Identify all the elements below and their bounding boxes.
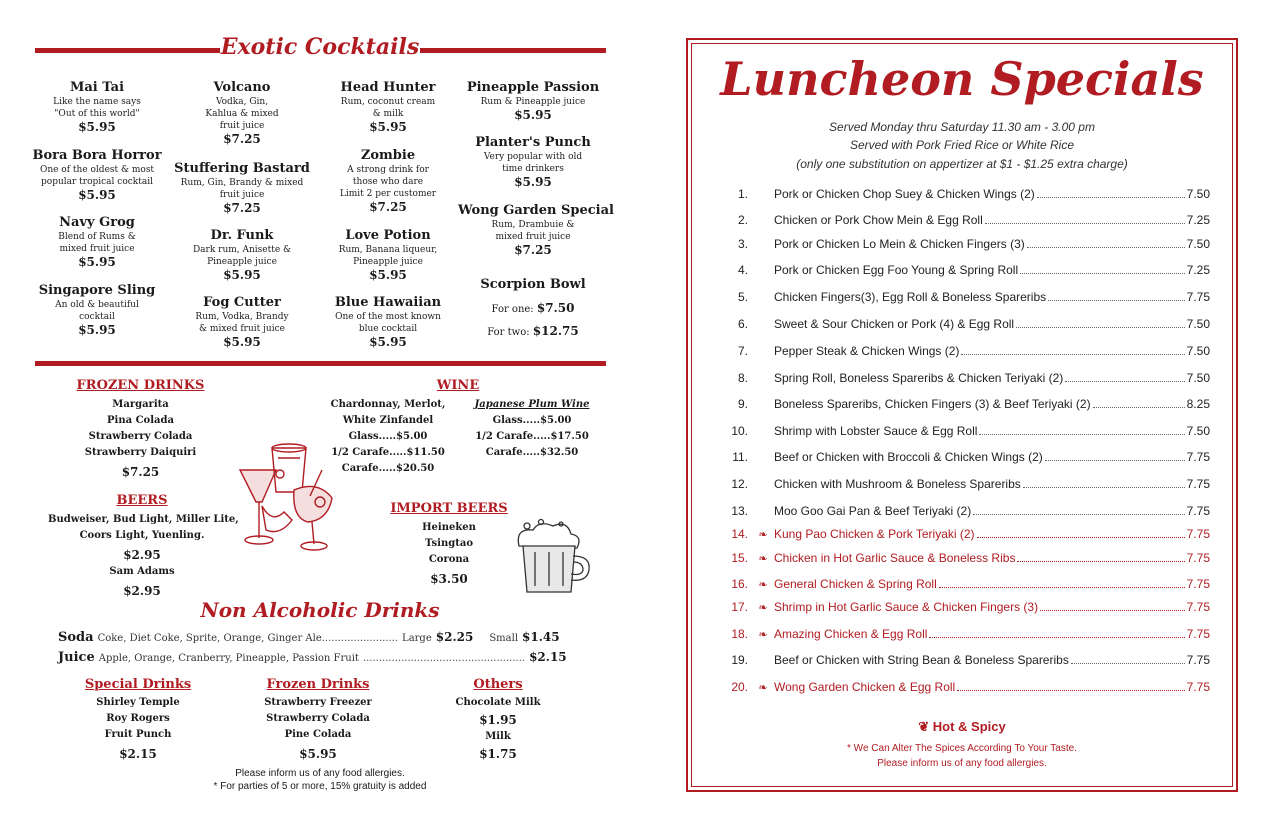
special-price: 7.50 — [1186, 424, 1210, 438]
cocktail-name: Dr. Funk — [210, 228, 274, 243]
cocktail-item — [22, 215, 172, 270]
cocktail-price: $5.95 — [514, 108, 552, 122]
top-rule-right — [420, 48, 606, 53]
leader-dots — [1020, 273, 1184, 274]
special-name: Beef or Chicken with Broccoli & Chicken Wings (2) — [774, 450, 1043, 464]
wine-title: WINE — [436, 378, 480, 393]
special-price: 7.50 — [1186, 187, 1210, 201]
special-name: Chicken with Mushroom & Boneless Spareribs — [774, 477, 1021, 491]
cocktail-item — [313, 148, 463, 215]
special-row — [720, 627, 1210, 643]
special-price: 7.75 — [1186, 477, 1210, 491]
leader-dots — [979, 434, 1184, 435]
special-number: 8. — [737, 371, 748, 385]
leader-dots — [1040, 610, 1185, 611]
special-number: 6. — [737, 317, 748, 331]
leader-dots — [1017, 561, 1184, 562]
frozen-price: $7.25 — [121, 465, 160, 479]
list-item: Chardonnay, Merlot, — [330, 399, 446, 410]
cocktail-description: those who dare — [352, 177, 424, 187]
special-name: Shrimp in Hot Garlic Sauce & Chicken Fingers (3) — [774, 600, 1039, 614]
cocktail-description: One of the most known — [335, 312, 441, 322]
scorpion-bowl — [458, 277, 608, 339]
special-price: 7.75 — [1186, 450, 1210, 464]
special-price: 7.75 — [1186, 504, 1210, 518]
leader-dots — [1037, 197, 1185, 198]
hot-spicy-icon: ❦ — [918, 719, 930, 734]
special-name: Boneless Spareribs, Chicken Fingers (3) & Beef Teriyaki (2) — [774, 397, 1091, 411]
leader-dots — [985, 223, 1185, 224]
cocktail-description: Dark rum, Anisette & — [192, 245, 292, 255]
left-allergy-note — [160, 767, 480, 793]
cocktail-price: $5.95 — [369, 268, 407, 282]
luncheon-frame-inner — [691, 43, 1233, 787]
frozen-drinks2-price: $5.95 — [299, 747, 337, 761]
hot-spicy-icon: ❧ — [758, 529, 768, 541]
cocktail-description: An old & beautiful — [55, 300, 139, 310]
list-item: Tsingtao — [425, 538, 473, 549]
cocktail-name: Wong Garden Special — [458, 203, 614, 218]
special-row — [720, 290, 1210, 306]
special-price: 7.50 — [1186, 371, 1210, 385]
cocktail-description: Pineapple juice — [207, 257, 277, 267]
special-row — [720, 527, 1210, 543]
import-beers-section — [382, 500, 516, 588]
others-price: $1.75 — [479, 747, 517, 761]
cocktail-price: $5.95 — [369, 120, 407, 134]
special-number: 1. — [737, 187, 748, 201]
leader-dots — [929, 637, 1184, 638]
special-row — [720, 397, 1210, 413]
list-item: Coors Light, Yuenling. — [79, 530, 205, 541]
special-number: 5. — [737, 290, 748, 304]
beer-price: $2.95 — [123, 584, 161, 598]
special-row — [720, 187, 1210, 203]
cocktail-description: Pineapple juice — [353, 257, 423, 267]
others-price: $1.95 — [479, 713, 517, 727]
cocktail-description: Rum, Drambuie & — [491, 220, 575, 230]
special-price: 7.50 — [1186, 344, 1210, 358]
special-price: 7.75 — [1186, 551, 1210, 565]
top-rule-left — [35, 48, 220, 53]
cocktail-description: Blend of Rums & — [58, 232, 136, 242]
special-name: Beef or Chicken with String Bean & Boneless Spareribs — [774, 653, 1069, 667]
special-row — [720, 424, 1210, 440]
special-price: 7.75 — [1186, 627, 1210, 641]
beers-section — [48, 492, 239, 600]
special-drinks-section — [78, 676, 198, 763]
soda-large-label: Large — [402, 633, 432, 644]
special-price: 7.75 — [1186, 577, 1210, 591]
list-item: Shirley Temple — [96, 697, 180, 708]
cocktail-description: & mixed fruit juice — [199, 324, 285, 334]
cocktail-description: Rum, Vodka, Brandy — [195, 312, 289, 322]
special-price: 7.25 — [1186, 263, 1210, 277]
cocktail-description: Rum, coconut cream — [340, 97, 436, 107]
special-row — [720, 371, 1210, 387]
cocktail-item — [22, 283, 172, 338]
list-item: Strawberry Colada — [266, 713, 370, 724]
cocktail-name: Fog Cutter — [203, 295, 281, 310]
special-name: Spring Roll, Boneless Spareribs & Chicken Teriyaki (2) — [774, 371, 1064, 385]
leader-dots — [1071, 663, 1185, 664]
list-item: Strawberry Freezer — [264, 697, 372, 708]
hot-spicy-icon: ❧ — [758, 682, 768, 694]
list-item: 1/2 Carafe.....$11.50 — [331, 447, 445, 458]
special-price: 7.50 — [1186, 237, 1210, 251]
leader-dots — [1023, 487, 1185, 488]
special-name: Kung Pao Chicken & Pork Teriyaki (2) — [774, 527, 975, 541]
list-item: Chocolate Milk — [455, 697, 541, 708]
hot-spicy-icon: ❧ — [758, 579, 768, 591]
special-name: Amazing Chicken & Egg Roll — [774, 627, 928, 641]
cocktail-price: $5.95 — [369, 335, 407, 349]
cocktail-item — [22, 148, 172, 203]
cocktail-price: $7.25 — [223, 201, 261, 215]
others-title: Others — [473, 677, 523, 692]
special-row — [720, 653, 1210, 669]
beer-mug-illustration — [505, 518, 595, 598]
cocktail-description: A strong drink for — [347, 165, 429, 175]
cocktail-item — [167, 295, 317, 350]
gratuity-line: * For parties of 5 or more, 15% gratuity is added — [213, 781, 427, 792]
cocktail-description: "Out of this world" — [54, 109, 140, 119]
soda-dots: ........................ — [321, 633, 399, 644]
cocktail-price: $5.95 — [514, 175, 552, 189]
import-beers-title: IMPORT BEERS — [390, 501, 508, 516]
leader-dots — [1048, 300, 1185, 301]
soda-desc: Coke, Diet Coke, Sprite, Orange, Ginger Ale — [97, 633, 322, 644]
list-item: Roy Rogers — [106, 713, 170, 724]
special-number: 4. — [737, 263, 748, 277]
soda-small-label: Small — [489, 633, 519, 644]
scorpion-name: Scorpion Bowl — [480, 277, 586, 292]
special-price: 7.50 — [1186, 317, 1210, 331]
juice-price: $2.15 — [529, 650, 567, 664]
juice-desc: Apple, Orange, Cranberry, Pineapple, Passion Fruit — [98, 653, 359, 664]
cocktail-name: Blue Hawaiian — [334, 295, 442, 310]
cocktail-description: Like the name says — [53, 97, 141, 107]
special-name: Wong Garden Chicken & Egg Roll — [774, 680, 956, 694]
leader-dots — [1027, 247, 1185, 248]
special-number: 11. — [732, 450, 748, 464]
list-item: Budweiser, Bud Light, Miller Lite, — [48, 514, 239, 525]
cocktail-description: Rum & Pineapple juice — [480, 97, 586, 107]
special-number: 9. — [737, 397, 748, 411]
cocktail-price: $5.95 — [78, 255, 116, 269]
special-row — [720, 551, 1210, 567]
luncheon-substitution: (only one substitution on appertizer at $1 - $1.25 extra charge) — [796, 157, 1128, 171]
list-item: Strawberry Colada — [88, 431, 193, 442]
leader-dots — [1016, 327, 1185, 328]
leader-dots — [1093, 407, 1185, 408]
special-name: General Chicken & Spring Roll — [774, 577, 937, 591]
special-row — [720, 317, 1210, 333]
plum-wine-title: Japanese Plum Wine — [474, 399, 590, 410]
cocktail-item — [313, 295, 463, 350]
cocktail-description: popular tropical cocktail — [41, 177, 153, 187]
cocktail-item — [167, 80, 317, 147]
list-item: Carafe.....$32.50 — [485, 447, 579, 458]
cocktail-item — [313, 80, 463, 135]
special-number: 2. — [737, 213, 748, 227]
cocktail-price: $7.25 — [369, 200, 407, 214]
hot-spicy-icon: ❧ — [758, 629, 768, 641]
juice-row — [58, 650, 578, 665]
special-price: 7.75 — [1186, 600, 1210, 614]
cocktails-title: Exotic Cocktails — [220, 34, 420, 60]
import-beer-price: $3.50 — [430, 572, 468, 586]
soda-small-price: $1.45 — [522, 630, 560, 644]
frozen-drinks2-title: Frozen Drinks — [266, 677, 370, 692]
special-price: 8.25 — [1186, 397, 1210, 411]
special-name: Chicken or Pork Chow Mein & Egg Roll — [774, 213, 983, 227]
cocktail-price: $5.95 — [223, 268, 261, 282]
beer-price: $2.95 — [123, 548, 161, 562]
cocktail-item — [458, 135, 608, 190]
cocktail-name: Planter's Punch — [475, 135, 591, 150]
list-item: Sam Adams — [109, 566, 175, 577]
special-price: 7.75 — [1186, 290, 1210, 304]
cocktail-description: Limit 2 per customer — [339, 189, 437, 199]
juice-dots: ................................................... — [362, 653, 526, 664]
soda-row — [58, 630, 578, 645]
cocktail-item — [22, 80, 172, 135]
scorpion-two-label: For two: — [487, 327, 530, 338]
list-item: Pine Colada — [284, 729, 352, 740]
special-name: Pork or Chicken Chop Suey & Chicken Wings (2) — [774, 187, 1035, 201]
special-price: 7.75 — [1186, 653, 1210, 667]
leader-dots — [961, 354, 1184, 355]
special-number: 19. — [731, 653, 748, 667]
cocktail-price: $7.25 — [514, 243, 552, 257]
cocktail-item — [167, 161, 317, 216]
cocktail-description: fruit juice — [219, 190, 265, 200]
right-allergy-note: Please inform us of any food allergies. — [877, 758, 1047, 769]
cocktail-name: Bora Bora Horror — [32, 148, 162, 163]
frozen-drinks2-section — [248, 676, 388, 763]
cocktail-name: Singapore Sling — [38, 283, 156, 298]
scorpion-one-price: $7.50 — [536, 301, 575, 315]
cocktail-price: $5.95 — [78, 120, 116, 134]
cocktail-description: Kahlua & mixed — [205, 109, 279, 119]
non-alcoholic-title: Non Alcoholic Drinks — [200, 598, 440, 622]
scorpion-one-label: For one: — [491, 304, 534, 315]
cocktail-glasses-illustration — [232, 440, 344, 558]
cocktail-description: mixed fruit juice — [495, 232, 571, 242]
beers-title: BEERS — [116, 493, 168, 508]
cocktail-description: blue cocktail — [358, 324, 418, 334]
special-number: 3. — [737, 237, 748, 251]
special-name: Pork or Chicken Lo Mein & Chicken Fingers (3) — [774, 237, 1025, 251]
luncheon-rice: Served with Pork Fried Rice or White Rice — [849, 138, 1075, 152]
cocktail-description: Very popular with old — [483, 152, 583, 162]
cocktail-name: Volcano — [213, 80, 271, 95]
special-price: 7.75 — [1186, 527, 1210, 541]
cocktail-name: Zombie — [360, 148, 416, 163]
special-row — [720, 237, 1210, 253]
cocktail-description: cocktail — [79, 312, 115, 322]
cocktail-item — [167, 228, 317, 283]
cocktail-price: $7.25 — [223, 132, 261, 146]
list-item: Strawberry Daiquiri — [84, 447, 197, 458]
list-item: Fruit Punch — [104, 729, 172, 740]
special-name: Chicken in Hot Garlic Sauce & Boneless Ribs — [774, 551, 1016, 565]
leader-dots — [977, 537, 1185, 538]
special-number: 20. — [731, 680, 748, 694]
spice-note: * We Can Alter The Spices According To Your Taste. — [847, 743, 1077, 754]
cocktail-name: Navy Grog — [59, 215, 135, 230]
cocktail-description: & milk — [372, 109, 404, 119]
list-item: Heineken — [422, 522, 476, 533]
luncheon-title: Luncheon Specials — [720, 52, 1204, 106]
list-item: Margarita — [112, 399, 169, 410]
others-section — [440, 676, 556, 763]
special-row — [720, 680, 1210, 696]
cocktail-name: Stuffering Bastard — [174, 161, 310, 176]
cocktail-description: mixed fruit juice — [59, 244, 135, 254]
frozen-drinks-title: FROZEN DRINKS — [76, 378, 205, 393]
plum-wine-section — [468, 397, 596, 461]
special-number: 18. — [731, 627, 748, 641]
soda-large-price: $2.25 — [435, 630, 474, 644]
list-item: White Zinfandel — [342, 415, 434, 426]
leader-dots — [1065, 381, 1184, 382]
hot-spicy-icon: ❧ — [758, 553, 768, 565]
frozen-drinks-section — [63, 377, 218, 481]
cocktail-name: Love Potion — [345, 228, 431, 243]
cocktail-description: Rum, Gin, Brandy & mixed — [180, 178, 304, 188]
scorpion-two-price: $12.75 — [532, 324, 579, 338]
cocktail-description: Vodka, Gin, — [215, 97, 269, 107]
cocktail-item — [458, 203, 614, 258]
luncheon-hours: Served Monday thru Saturday 11.30 am - 3.00 pm — [829, 120, 1095, 134]
special-name: Sweet & Sour Chicken or Pork (4) & Egg Roll — [774, 317, 1015, 331]
special-name: Moo Goo Gai Pan & Beef Teriyaki (2) — [774, 504, 972, 518]
special-row — [720, 263, 1210, 279]
special-row — [720, 577, 1210, 593]
special-number: 10. — [731, 424, 748, 438]
hot-spicy-icon: ❧ — [758, 602, 768, 614]
cocktail-name: Head Hunter — [340, 80, 436, 95]
special-number: 12. — [731, 477, 748, 491]
special-row — [720, 344, 1210, 360]
scorpion-two-row — [458, 324, 608, 339]
cocktail-price: $5.95 — [78, 323, 116, 337]
special-name: Chicken Fingers(3), Egg Roll & Boneless Spareribs — [774, 290, 1047, 304]
special-drinks-price: $2.15 — [119, 747, 157, 761]
cocktail-item — [313, 228, 463, 283]
cocktail-name: Pineapple Passion — [466, 80, 600, 95]
special-number: 13. — [731, 504, 748, 518]
cocktail-description: Rum, Banana liqueur, — [338, 245, 438, 255]
special-price: 7.25 — [1186, 213, 1210, 227]
mid-rule — [35, 361, 606, 366]
special-name: Pork or Chicken Egg Foo Young & Spring Roll — [774, 263, 1019, 277]
cocktail-description: fruit juice — [219, 121, 265, 131]
special-row — [720, 504, 1210, 520]
special-number: 14. — [731, 527, 748, 541]
list-item: Carafe.....$20.50 — [341, 463, 435, 474]
cocktail-description: time drinkers — [502, 164, 564, 174]
list-item: Corona — [428, 554, 470, 565]
allergy-line: Please inform us of any food allergies. — [235, 768, 405, 779]
special-number: 7. — [737, 344, 748, 358]
special-drinks-title: Special Drinks — [84, 677, 192, 692]
special-name: Shrimp with Lobster Sauce & Egg Roll — [774, 424, 978, 438]
hot-spicy-label: Hot & Spicy — [932, 719, 1006, 734]
list-item: Milk — [485, 731, 511, 742]
cocktail-name: Mai Tai — [69, 80, 125, 95]
leader-dots — [939, 587, 1185, 588]
soda-label: Soda — [58, 630, 94, 645]
leader-dots — [1045, 460, 1185, 461]
cocktail-item — [458, 80, 608, 123]
list-item: Glass.....$5.00 — [492, 415, 572, 426]
juice-label: Juice — [58, 650, 95, 665]
cocktail-price: $5.95 — [78, 188, 116, 202]
special-row — [720, 450, 1210, 466]
cocktail-price: $5.95 — [223, 335, 261, 349]
list-item: Glass.....$5.00 — [348, 431, 428, 442]
special-number: 17. — [731, 600, 748, 614]
special-number: 16. — [731, 577, 748, 591]
list-item: 1/2 Carafe.....$17.50 — [475, 431, 589, 442]
special-number: 15. — [731, 551, 748, 565]
cocktail-description: One of the oldest & most — [39, 165, 155, 175]
special-price: 7.75 — [1186, 680, 1210, 694]
special-name: Pepper Steak & Chicken Wings (2) — [774, 344, 960, 358]
leader-dots — [957, 690, 1184, 691]
special-row — [720, 600, 1210, 616]
leader-dots — [973, 514, 1184, 515]
list-item: Pina Colada — [107, 415, 174, 426]
hot-spicy-legend — [691, 719, 1233, 735]
scorpion-one-row — [458, 301, 608, 316]
special-row — [720, 213, 1210, 229]
special-row — [720, 477, 1210, 493]
